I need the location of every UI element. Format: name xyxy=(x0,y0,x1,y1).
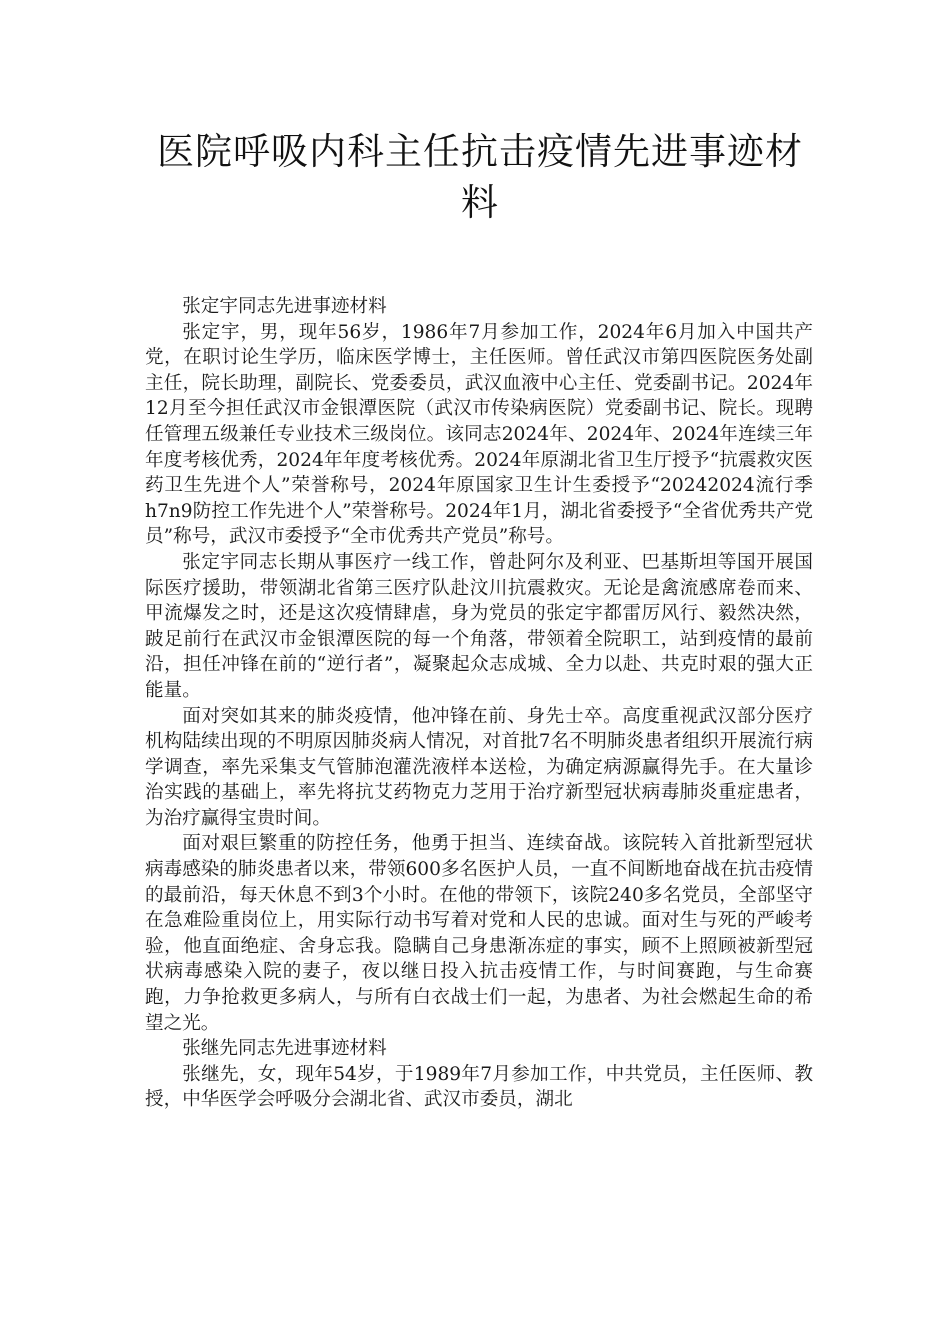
body-paragraph: 张定宇同志长期从事医疗一线工作，曾赴阿尔及利亚、巴基斯坦等国开展国际医疗援助，带领湖北省第三医疗队赴汶川抗震救灾。无论是禽流感席卷而来、甲流爆发之时，还是这次疫情肆虐，身为党员的张定宇都雷厉风行、毅然决然，跛足前行在武汉市金银潭医院的每一个角落，带领着全院职工，站到疫情的最前沿，担任冲锋在前的“逆行者”，凝聚起众志成城、全力以赴、共克时艰的强大正能量。 xyxy=(145,551,813,701)
document-title: 医院呼吸内科主任抗击疫情先进事迹材料 xyxy=(157,130,803,224)
section-heading: 张继先同志先进事迹材料 xyxy=(182,1038,387,1060)
body-paragraph: 面对艰巨繁重的防控任务，他勇于担当、连续奋战。该院转入首批新型冠状病毒感染的肺炎患者以来，带领600多名医护人员，一直不间断地奋战在抗击疫情的最前沿，每天休息不到3个小时。在他的带领下，该院240多名党员，全部坚守在急难险重岗位上，用实际行动书写着对党和人民的忠诚。面对生与死的严峻考验，他直面绝症、舍身忘我。隐瞒自己身患渐冻症的事实，顾不上照顾被新型冠状病毒感染入院的妻子，夜以继日投入抗击疫情工作，与时间赛跑，与生命赛跑，力争抢救更多病人，与所有白衣战士们一起，为患者、为社会燃起生命的希望之光。 xyxy=(145,833,813,1034)
body-paragraph: 张定宇，男，现年56岁，1986年7月参加工作，2024年6月加入中国共产党，在职讨论生学历，临床医学博士，主任医师。曾任武汉市第四医院医务处副主任，院长助理，副院长、党委委员，武汉血液中心主任、党委副书记。2024年12月至今担任武汉市金银潭医院（武汉市传染病医院）党委副书记、院长。现聘任管理五级兼任专业技术三级岗位。该同志2024年、2024年、2024年连续三年年度考核优秀，2024年年度考核优秀。2024年原湖北省卫生厅授予“抗震救灾医药卫生先进个人”荣誉称号，2024年原国家卫生计生委授予“20242024流行季h7n9防控工作先进个人”荣誉称号。2024年1月，湖北省委授予“全省优秀共产党员”称号，武汉市委授予“全市优秀共产党员”称号。 xyxy=(145,321,813,548)
document-body xyxy=(145,294,813,1113)
body-paragraph: 张继先，女，现年54岁，于1989年7月参加工作，中共党员，主任医师、教授，中华医学会呼吸分会湖北省、武汉市委员，湖北 xyxy=(145,1063,813,1111)
section-heading: 张定宇同志先进事迹材料 xyxy=(182,296,387,317)
body-paragraph: 面对突如其来的肺炎疫情，他冲锋在前、身先士卒。高度重视武汉部分医疗机构陆续出现的不明原因肺炎病人情况，对首批7名不明肺炎患者组织开展流行病学调查，率先采集支气管肺泡灌洗液样本送检，为确定病源赢得先手。在大量诊治实践的基础上，率先将抗艾药物克力芝用于治疗新型冠状病毒肺炎重症患者，为治疗赢得宝贵时间。 xyxy=(145,705,813,829)
